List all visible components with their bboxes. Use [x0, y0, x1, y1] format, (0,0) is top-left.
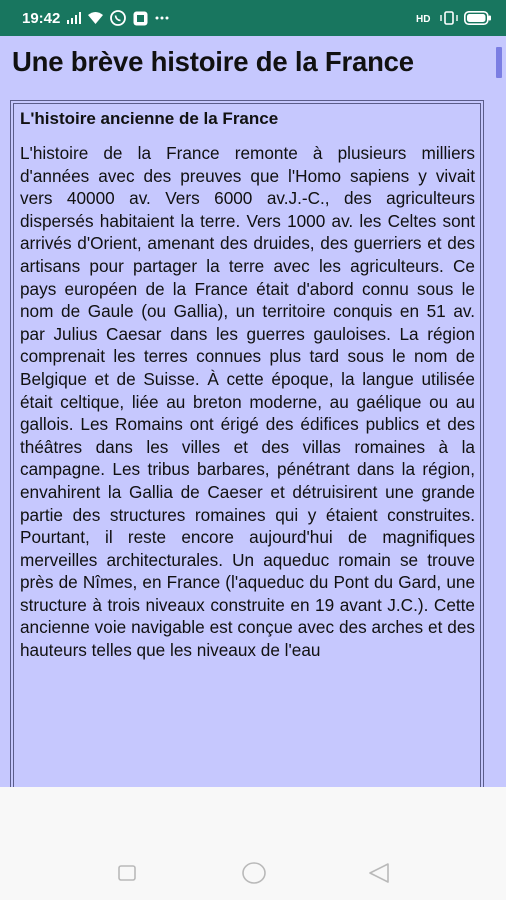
article-scroll-area[interactable] [13, 103, 481, 787]
battery-icon [464, 11, 492, 25]
page-title: Une brève histoire de la France [12, 46, 414, 77]
article-frame [10, 100, 484, 787]
home-circle-icon[interactable] [242, 862, 266, 889]
wifi-icon [88, 12, 103, 24]
more-dots-icon [155, 16, 169, 20]
scrollbar-thumb[interactable] [496, 47, 502, 78]
article-body: L'histoire de la France remonte à plusieurs milliers d'années avec des preuves que l'Homo sapiens y vivait vers 40000 av. Vers 6000 av.J.-C., des agriculteurs dispersés habitaient la terre. Vers 1000 av. les Celtes sont arrivés d'Orient, amenant des druides, des guerriers et des artisans pour partager la terre avec les agriculteurs. Ce pays européen de la France était d'abord connu sous le nom de Gaule (ou Gallia), un territoire conquis en 51 av. par Julius Caesar dans les guerres gauloises. La région comprenait les terres connues plus tard sous le nom de Belgique et de Suisse. À cette époque, la langue utilisée était celtique, liée au breton moderne, au gaélique ou au gallois. Les Romains ont érigé des édifices publics et des théâtres dans les villes et des villas romaines à la campagne. Les tribus barbares, pénétrant dans la région, envahirent la Gallia de Caeser et détruisirent une grande partie des structures romaines qui y étaient construites. Pourtant, il reste encore aujourd'hui de magnifiques merveilles architecturales. Un aqueduc romain se trouve près de Nîmes, en France (l'aqueduc du Pont du Gard, une structure à trois niveaux construite en 19 avant J.C.). Cette ancienne voie navigable est conçue avec des arches et des hauteurs telles que les niveaux de l'eau [20, 143, 475, 661]
signal-icon [67, 12, 81, 24]
status-time: 19:42 [22, 9, 61, 27]
article-heading: L'histoire ancienne de la France [20, 109, 279, 128]
navigation-bar [0, 787, 506, 900]
app-notification-icon [133, 11, 148, 26]
recents-square-icon[interactable] [118, 865, 136, 886]
svg-text:HD: HD [416, 14, 431, 25]
app-content [0, 36, 506, 787]
whatsapp-icon [110, 10, 126, 26]
back-triangle-icon[interactable] [368, 862, 390, 889]
vibrate-icon [440, 11, 458, 25]
status-bar [0, 0, 506, 36]
volte-icon [416, 11, 434, 25]
